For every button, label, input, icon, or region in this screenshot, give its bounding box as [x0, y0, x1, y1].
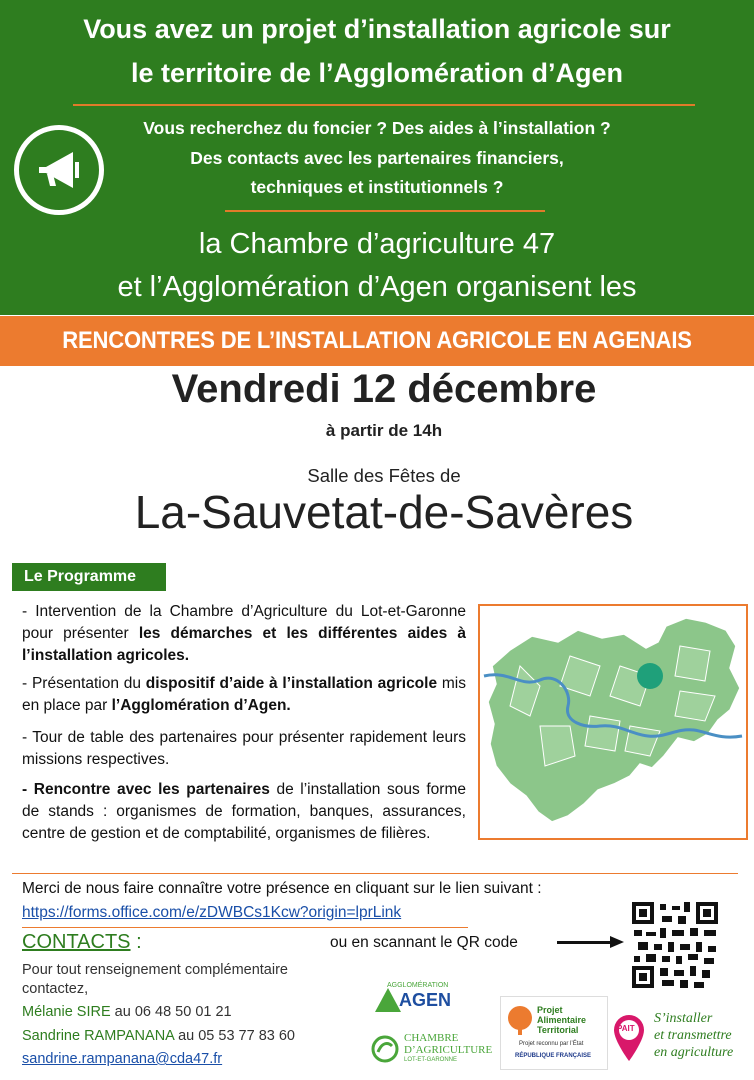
- programme-label: Le Programme: [12, 563, 166, 591]
- header-divider-bottom: [225, 210, 545, 212]
- contact-info-line2: contactez,: [22, 981, 89, 997]
- contact-email[interactable]: sandrine.rampanana@cda47.fr: [22, 1051, 223, 1067]
- programme-item-4: - Rencontre avec les partenaires de l’installation sous forme de stands : organismes de formation, banques, assurances, centre de gestion et de comptabilité, organismes de filières.: [22, 781, 466, 842]
- qr-instruction: ou en scannant le QR code: [330, 934, 518, 951]
- header-question-2: Des contacts avec les partenaires financiers,: [190, 148, 564, 168]
- agglo-agen-logo: AGGLOMÉRATION AGEN: [373, 978, 453, 1018]
- arrow-head-icon: [610, 936, 624, 948]
- header-question-1: Vous recherchez du foncier ? Des aides à l’installation ?: [143, 118, 611, 138]
- chambre-agriculture-logo: CHAMBRE D’AGRICULTURE LOT-ET-GARONNE: [370, 1030, 496, 1068]
- pat-logo: Projet Alimentaire Territorial Projet reconnu par l’État RÉPUBLIQUE FRANÇAISE: [500, 996, 608, 1070]
- event-venue: Salle des Fêtes de: [307, 465, 461, 486]
- event-banner-title: RENCONTRES DE L’INSTALLATION AGRICOLE EN AGENAIS: [62, 327, 692, 354]
- programme-item-2: - Présentation du dispositif d’aide à l’installation agricole mis en place par l’Agglomération d’Agen.: [22, 675, 466, 714]
- programme-item-3: - Tour de table des partenaires pour présenter rapidement leurs missions respectives.: [22, 729, 466, 768]
- organizers-line1: la Chambre d’agriculture 47: [198, 228, 556, 260]
- event-town: La-Sauvetat-de-Savères: [134, 486, 634, 538]
- event-time: à partir de 14h: [325, 421, 443, 440]
- header-title-line1: Vous avez un projet d’installation agricole sur: [83, 14, 671, 44]
- contact-divider: [12, 873, 738, 874]
- event-date: Vendredi 12 décembre: [171, 367, 597, 411]
- contact-person-2: Sandrine RAMPANANA au 05 53 77 83 60: [22, 1028, 295, 1044]
- header-question-3: techniques et institutionnels ?: [250, 177, 504, 197]
- territory-map: [478, 604, 748, 840]
- pait-logo: PAIT S’installer et transmettre en agriculture: [612, 1005, 752, 1071]
- contact-info-line1: Pour tout renseignement complémentaire: [22, 962, 288, 978]
- link-underline: [22, 927, 468, 928]
- registration-text: Merci de nous faire connaître votre présence en cliquant sur le lien suivant :: [22, 880, 542, 897]
- contact-person-1: Mélanie SIRE au 06 48 50 01 21: [22, 1004, 232, 1020]
- qr-code[interactable]: [632, 902, 718, 988]
- registration-link[interactable]: https://forms.office.com/e/zDWBCs1Kcw?origin=lprLink: [22, 904, 402, 921]
- contacts-heading: CONTACTS :: [22, 931, 142, 953]
- programme-item-1: - Intervention de la Chambre d’Agriculture du Lot-et-Garonne pour présenter les démarches et les différentes aides à l’installation agricoles.: [22, 603, 466, 664]
- header-title-line2: le territoire de l’Agglomération d’Agen: [130, 58, 624, 88]
- arrow-icon: [557, 941, 613, 944]
- header-divider-top: [73, 104, 695, 106]
- organizers-line2: et l’Agglomération d’Agen organisent les: [117, 271, 637, 303]
